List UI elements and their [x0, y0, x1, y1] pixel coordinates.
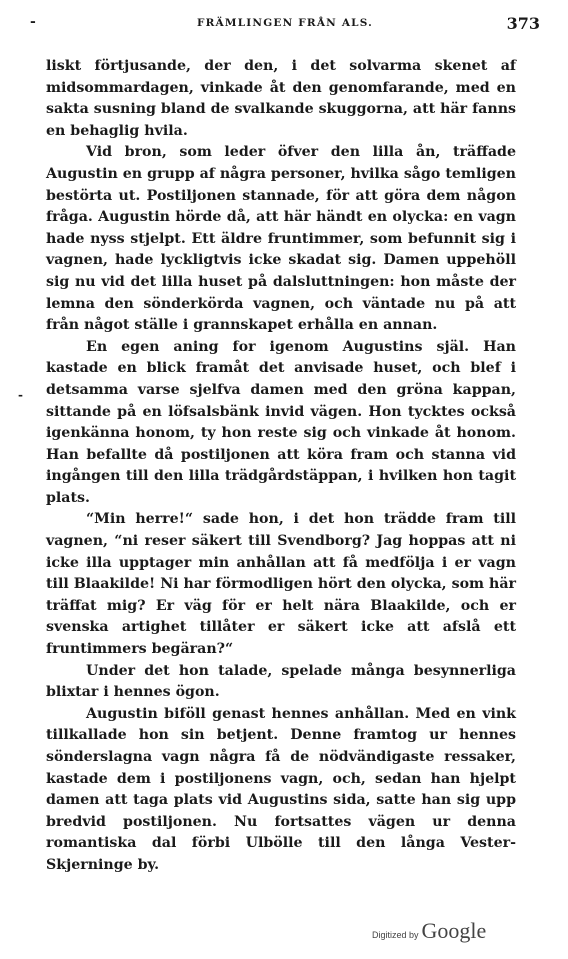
page-header	[30, 14, 540, 36]
paragraph: “Min herre!“ sade hon, i det hon trädde fram till vagnen, “ni reser säkert till Svendborg? Jag hoppas att ni icke illa upptager min anhållan att få medfölja i er vagn till Blaakilde! Ni har förmodligen hört den olycka, som här träffat mig? Er väg för er helt nära Blaakilde, och er svenska artighet tillåter er säkert icke att afslå ett fruntimmers begäran?“	[46, 511, 516, 658]
paragraph: Under det hon talade, spelade många besynnerliga blixtar i hennes ögon.	[46, 662, 516, 701]
paragraph: En egen aning for igenom Augustins själ. Han kastade en blick framåt det anvisade huset, och blef i detsamma varse sjelfva damen med den gröna kappan, sittande på en löfsalsbänk invid vägen. Hon tycktes också igenkänna honom, ty hon reste sig och vinkade åt honom. Han befallte då postiljonen att köra fram och stanna vid ingången till den lilla trädgårdstäppan, i hvilken hon tagit plats.	[46, 338, 516, 506]
body-text	[46, 56, 516, 877]
google-logo: Google	[421, 918, 487, 943]
margin-mark: -	[18, 388, 23, 402]
header-mark: -	[30, 14, 36, 30]
digitization-watermark	[372, 918, 486, 948]
paragraph: liskt förtjusande, der den, i det solvarma skenet af midsommardagen, vinkade åt den genomfarande, med en sakta susning bland de svalkande skuggorna, att här fanns en behaglig hvila.	[46, 58, 516, 139]
paragraph: Augustin biföll genast hennes anhållan. Med en vink tillkallade hon sin betjent. Denne framtog ur hennes sönderslagna vagn några få de nödvändigaste ressaker, kastade dem i postiljonens vagn, och, sedan han hjelpt damen att taga plats vid Augustins sida, satte han sig upp bredvid postiljonen. Nu fortsattes vägen ur denna romantiska dal förbi Ulbölle till den långa Vester-Skjerninge by.	[46, 705, 516, 873]
digitized-label: Digitized by	[372, 930, 419, 940]
page-number: 373	[506, 14, 540, 33]
paragraph: Vid bron, som leder öfver den lilla ån, träffade Augustin en grupp af några personer, hvilka sågo temligen bestörta ut. Postiljonen stannade, för att göra dem någon fråga. Augustin hörde då, att här händt en olycka: en vagn hade nyss stjelpt. Ett äldre fruntimmer, som befunnit sig i vagnen, hade lyckligtvis icke skadat sig. Damen uppehöll sig nu vid det lilla huset på dalsluttningen: hon måste der lemna den sönderkörda vagnen, och väntade nu på att från något ställe i grannskapet erhålla en annan.	[46, 144, 516, 334]
running-title: FRÄMLINGEN FRÅN ALS.	[196, 17, 374, 29]
